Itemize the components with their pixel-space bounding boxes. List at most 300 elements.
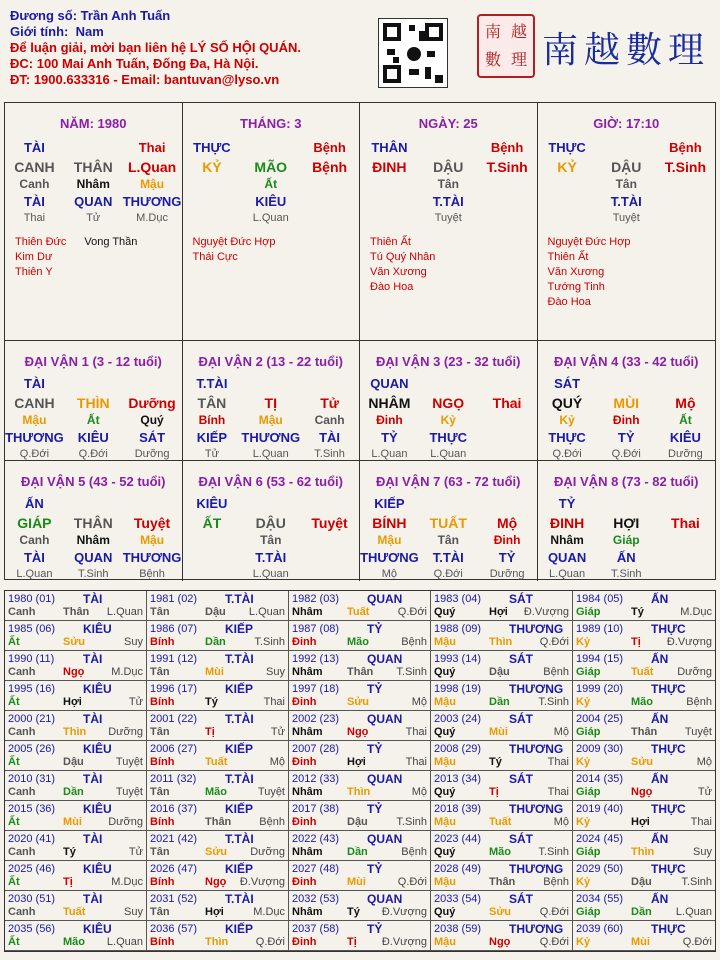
year-ten-god: THỰC [651, 682, 686, 696]
year-label: 2012 (33) [292, 773, 340, 785]
year-branch: Dậu [631, 876, 652, 888]
year-stem: Mậu [434, 936, 456, 948]
hidden-stem-0: Mậu [22, 413, 47, 427]
stem-branch-2: Dưỡng [128, 395, 176, 411]
year-ten-god: T.TÀI [225, 892, 254, 906]
year-label: 2037 (58) [292, 923, 340, 935]
year-branch: Dậu [347, 816, 368, 828]
year-cell [289, 621, 431, 651]
year-cell [573, 591, 715, 621]
year-branch: Thân [63, 606, 90, 618]
year-ten-god: SÁT [509, 892, 533, 906]
year-stage: Đ.Vượng [381, 906, 427, 918]
year-cell [573, 621, 715, 651]
star-good: Thiên Y [15, 266, 53, 278]
year-stage: L.Quan [106, 606, 143, 618]
life-stage-1: T.Sinh [610, 568, 642, 580]
year-stage: L.Quan [675, 906, 712, 918]
year-ten-god: TÀI [83, 772, 103, 786]
year-stage: Bệnh [259, 816, 285, 828]
year-stage: Thai [263, 696, 285, 708]
year-stem: Đinh [292, 876, 317, 888]
life-stage-0: Mộ [381, 568, 398, 580]
ten-god-top-0: TÀI [23, 376, 45, 391]
hidden-god-1: T.TÀI [432, 550, 464, 565]
stem-branch-2: Mộ [496, 515, 518, 531]
year-branch: Hợi [63, 696, 82, 708]
ten-god-top-0: ẤN [25, 496, 44, 511]
year-stage: Tử [270, 726, 285, 738]
year-label: 2021 (42) [150, 833, 198, 845]
year-cell [147, 801, 289, 831]
owner-name: Trần Anh Tuấn [80, 8, 171, 23]
year-stem: Tân [150, 726, 170, 738]
hidden-stem-1: Tân [260, 533, 282, 547]
year-ten-god: TÀI [83, 592, 103, 606]
year-stage: Bệnh [401, 846, 427, 858]
year-cell [5, 681, 147, 711]
year-cell [431, 591, 573, 621]
year-branch: Tý [63, 846, 76, 858]
star-good: Thái Cực [192, 251, 238, 263]
year-branch: Hợi [489, 606, 508, 618]
qr-code-icon [378, 18, 448, 88]
year-stage: Tuyệt [115, 786, 143, 798]
life-stage-1: Tuyệt [434, 212, 462, 224]
life-stage-2 [300, 210, 359, 227]
year-stem: Canh [8, 906, 36, 918]
year-stem: Bính [150, 696, 175, 708]
hidden-stem-1: Tân [437, 533, 459, 547]
year-ten-god: KIẾP [225, 922, 254, 936]
year-stage: Mộ [553, 816, 569, 828]
year-stem: Quý [434, 846, 456, 858]
year-branch: Ngọ [631, 786, 653, 798]
ten-god-top-2: Bệnh [669, 140, 702, 155]
year-stage: Đ.Vượng [666, 636, 712, 648]
life-stage-0 [183, 566, 242, 581]
hidden-stem-2 [478, 176, 537, 193]
year-stem: Tân [150, 846, 170, 858]
year-cell [147, 621, 289, 651]
life-stage-2: T.Sinh [314, 448, 345, 460]
year-ten-god: ẤN [651, 652, 669, 666]
contact-invite: Để luận giải, mời bạn liên hệ LÝ SỐ HỘI QUÁN. [10, 40, 301, 55]
year-label: 1992 (13) [292, 653, 340, 665]
year-cell [573, 681, 715, 711]
hidden-stem-2: Canh [314, 413, 345, 427]
year-label: 2014 (35) [576, 773, 624, 785]
year-cell [573, 771, 715, 801]
chart-header [10, 8, 370, 88]
year-stage: M.Dục [680, 606, 712, 618]
year-stem: Mậu [434, 816, 456, 828]
cell-title: THÁNG: 3 [240, 116, 302, 131]
year-label: 1988 (09) [434, 623, 482, 635]
stem-branch-2: L.Quan [127, 159, 177, 175]
year-ten-god: KIẾP [225, 862, 254, 876]
year-ten-god: KIÊU [83, 862, 112, 876]
year-ten-god: THỰC [651, 742, 686, 756]
year-stage: T.Sinh [538, 846, 569, 858]
year-label: 2003 (24) [434, 713, 482, 725]
hidden-god-1: QUAN [74, 550, 113, 565]
year-branch: Sửu [489, 906, 512, 918]
year-stage: Tuyệt [684, 726, 712, 738]
year-cell [5, 921, 147, 951]
star-good: Tú Quý Nhân [370, 251, 436, 263]
hidden-god-1: THỰC [429, 430, 467, 445]
year-stage: Thai [547, 786, 569, 798]
ten-god-top-0: THỰC [193, 140, 231, 155]
year-label: 2027 (48) [292, 863, 340, 875]
hidden-god-2 [656, 549, 715, 566]
year-branch: Tuất [347, 606, 370, 618]
year-stage: Đ.Vượng [239, 876, 285, 888]
year-label: 2026 (47) [150, 863, 198, 875]
year-stem: Canh [8, 786, 36, 798]
year-label: 1984 (05) [576, 593, 624, 605]
hidden-stem-0 [183, 176, 242, 193]
year-ten-god: KIẾP [225, 802, 254, 816]
year-cell [289, 801, 431, 831]
year-ten-god: KIÊU [83, 922, 112, 936]
year-stage: Thai [690, 816, 712, 828]
pillar-3 [360, 103, 538, 341]
year-stage: T.Sinh [681, 876, 712, 888]
hidden-god-2 [300, 549, 359, 566]
year-stage: Dưỡng [250, 846, 285, 858]
hidden-stem-1: Ất [264, 177, 278, 191]
ten-god-top-2: Bệnh [490, 140, 524, 155]
year-cell [289, 681, 431, 711]
year-ten-god: SÁT [509, 592, 533, 606]
year-cell [289, 891, 431, 921]
year-label: 1997 (18) [292, 683, 340, 695]
star-good: Thiên Đức [15, 236, 67, 248]
hidden-god-1: TỶ [617, 430, 635, 445]
hidden-stem-0: Bính [198, 413, 226, 427]
year-stage: Bệnh [543, 666, 569, 678]
year-stem: Đinh [292, 936, 317, 948]
year-stem: Bính [150, 816, 175, 828]
hidden-stem-2 [478, 412, 537, 429]
year-ten-god: KIÊU [83, 802, 112, 816]
year-cell [147, 891, 289, 921]
star-good: Tướng Tinh [547, 281, 605, 293]
year-label: 1983 (04) [434, 593, 482, 605]
year-branch: Mùi [63, 816, 82, 828]
stem-branch-2: Thai [492, 395, 522, 411]
year-label: 2016 (37) [150, 803, 198, 815]
ten-god-top-0: TỶ [558, 496, 576, 511]
year-branch: Ngọ [489, 936, 511, 948]
hidden-stem-0 [360, 176, 419, 193]
year-label: 1981 (02) [150, 593, 198, 605]
year-label: 1999 (20) [576, 683, 624, 695]
luck-period-2 [183, 341, 361, 461]
hidden-stem-0: Canh [19, 177, 50, 191]
year-cell [573, 831, 715, 861]
hidden-stem-2: Quý [140, 413, 164, 427]
life-stage-1: L.Quan [252, 448, 289, 460]
year-stem: Đinh [292, 816, 317, 828]
year-ten-god: KIÊU [83, 742, 112, 756]
year-cell [431, 651, 573, 681]
year-cell [5, 891, 147, 921]
year-stem: Nhâm [292, 846, 323, 858]
year-cell [5, 651, 147, 681]
year-stage: Suy [124, 636, 143, 648]
year-ten-god: KIÊU [83, 622, 112, 636]
cell-title: ĐẠI VẬN 8 (73 - 82 tuổi) [554, 474, 699, 489]
year-cell [431, 741, 573, 771]
ten-god-top-2 [656, 375, 715, 392]
hidden-god-1: T.TÀI [255, 550, 287, 565]
year-stem: Giáp [576, 906, 601, 918]
year-cell [289, 651, 431, 681]
stem-branch-1: DẬU [433, 159, 464, 175]
year-ten-god: T.TÀI [225, 652, 254, 666]
ten-god-top-2 [300, 495, 359, 512]
contact-phone-email: ĐT: 1900.633316 - Email: bantuvan@lyso.vn [10, 72, 280, 87]
luck-period-3 [360, 341, 538, 461]
year-branch: Hợi [347, 756, 366, 768]
year-stem: Mậu [434, 876, 456, 888]
hidden-god-1: THƯƠNG [241, 430, 301, 445]
year-stage: Dưỡng [108, 726, 143, 738]
year-stem: Mậu [434, 756, 456, 768]
year-branch: Mão [347, 636, 369, 648]
year-branch: Ngọ [347, 726, 369, 738]
cell-title: GIỜ: 17:10 [593, 116, 660, 131]
ten-god-top-2 [123, 495, 182, 512]
life-stage-1: Tử [86, 212, 101, 224]
year-stem: Bính [150, 756, 175, 768]
year-stage: Đ.Vượng [523, 606, 569, 618]
year-ten-god: TỶ [367, 802, 383, 816]
year-branch: Mão [205, 786, 227, 798]
life-stage-2: Dưỡng [489, 568, 525, 580]
year-stem: Canh [8, 666, 36, 678]
year-branch: Ngọ [63, 666, 85, 678]
hidden-stem-2: Mậu [140, 177, 165, 191]
year-cell [147, 681, 289, 711]
year-ten-god: THƯƠNG [509, 622, 564, 636]
year-stage: T.Sinh [538, 696, 569, 708]
year-branch: Tị [631, 636, 641, 648]
year-label: 1995 (16) [8, 683, 56, 695]
year-label: 2010 (31) [8, 773, 56, 785]
year-stage: Q.Đới [539, 936, 569, 948]
ten-god-top-2 [123, 375, 182, 392]
year-cell [573, 651, 715, 681]
life-stage-2 [478, 446, 537, 461]
stem-branch-1: TỊ [264, 395, 277, 411]
ten-god-top-1 [597, 495, 656, 512]
life-stage-0: L.Quan [371, 448, 408, 460]
year-label: 2028 (49) [434, 863, 482, 875]
year-cell [147, 771, 289, 801]
year-ten-god: THƯƠNG [509, 742, 564, 756]
ten-god-top-2 [478, 375, 537, 392]
hidden-god-0 [538, 193, 597, 210]
year-cell [431, 921, 573, 951]
stem-branch-2: Mộ [675, 395, 696, 411]
year-stage: Q.Đới [255, 936, 285, 948]
year-stem: Tân [150, 906, 170, 918]
year-label: 2006 (27) [150, 743, 198, 755]
stem-branch-1: THÂN [73, 159, 113, 175]
year-branch: Tị [489, 786, 499, 798]
cell-title: NĂM: 1980 [60, 116, 127, 131]
hidden-stem-1: Kỷ [440, 413, 456, 427]
stem-branch-1: DẬU [255, 515, 286, 531]
cell-title: NGÀY: 25 [418, 116, 478, 131]
year-ten-god: THỰC [651, 802, 686, 816]
year-label: 2001 (22) [150, 713, 198, 725]
year-ten-god: SÁT [509, 712, 533, 726]
ten-god-top-0: THỰC [548, 140, 586, 155]
year-label: 2036 (57) [150, 923, 198, 935]
year-branch: Thân [347, 666, 374, 678]
owner-label: Đương số: [10, 8, 78, 23]
ten-god-top-0: KIÊU [196, 496, 228, 511]
year-cell [431, 621, 573, 651]
year-stage: Mộ [553, 726, 569, 738]
ten-god-top-2: Thai [138, 140, 166, 155]
brand-logo: 南越數理 [542, 30, 711, 71]
year-branch: Dần [63, 786, 84, 798]
year-stem: Quý [434, 786, 456, 798]
year-branch: Sửu [347, 696, 370, 708]
year-stem: Ất [8, 936, 20, 948]
hidden-god-0: TÀI [23, 194, 45, 209]
year-label: 2002 (23) [292, 713, 340, 725]
year-label: 2039 (60) [576, 923, 624, 935]
hidden-god-1: QUAN [74, 194, 113, 209]
stem-branch-0: ĐINH [549, 515, 585, 531]
year-stem: Kỷ [576, 696, 591, 708]
year-ten-god: TÀI [83, 712, 103, 726]
year-label: 2018 (39) [434, 803, 482, 815]
year-branch: Sửu [631, 756, 654, 768]
year-stem: Giáp [576, 666, 601, 678]
year-ten-god: QUAN [367, 652, 403, 666]
cell-title: ĐẠI VẬN 1 (3 - 12 tuổi) [24, 354, 162, 369]
year-ten-god: KIÊU [83, 682, 112, 696]
year-branch: Tuất [205, 756, 228, 768]
hidden-god-0 [183, 193, 242, 210]
year-cell [147, 831, 289, 861]
hidden-stem-1: Ất [86, 413, 100, 427]
year-stem: Đinh [292, 756, 317, 768]
year-stem: Tân [150, 786, 170, 798]
year-cell [289, 591, 431, 621]
year-cell [5, 621, 147, 651]
year-stem: Mậu [434, 636, 456, 648]
year-label: 2038 (59) [434, 923, 482, 935]
year-ten-god: ẤN [651, 772, 669, 786]
year-label: 2023 (44) [434, 833, 482, 845]
life-stage-0: L.Quan [549, 568, 586, 580]
year-cell [147, 591, 289, 621]
ten-god-top-1 [597, 139, 656, 156]
stem-branch-0: ĐINH [372, 159, 407, 175]
year-cell [289, 741, 431, 771]
hidden-god-0: THỰC [548, 430, 586, 445]
life-stage-1: Tuyệt [612, 212, 640, 224]
year-ten-god: SÁT [509, 652, 533, 666]
seal-stamp-icon: 南 越 數 理 [477, 14, 535, 78]
year-ten-god: TỶ [367, 622, 383, 636]
luck-period-7 [360, 461, 538, 581]
year-label: 1994 (15) [576, 653, 624, 665]
life-stage-1: T.Sinh [77, 568, 109, 580]
ten-god-top-1 [419, 375, 478, 392]
year-label: 1985 (06) [8, 623, 56, 635]
year-branch: Tị [205, 726, 215, 738]
year-label: 2025 (46) [8, 863, 56, 875]
ten-god-top-2: Bệnh [313, 140, 346, 155]
hidden-god-2: SÁT [139, 430, 166, 445]
year-cell [573, 711, 715, 741]
year-stage: M.Dục [253, 906, 285, 918]
year-ten-god: ẤN [651, 832, 669, 846]
year-branch: Tuất [63, 906, 86, 918]
year-stage: Mộ [411, 786, 427, 798]
year-cell [147, 861, 289, 891]
hidden-stem-1: Tân [437, 177, 459, 191]
year-ten-god: TÀI [83, 892, 103, 906]
hidden-god-0: TÀI [23, 550, 45, 565]
luck-period-4 [538, 341, 716, 461]
life-stage-2: Dưỡng [668, 448, 703, 460]
year-stage: Bệnh [543, 876, 569, 888]
ten-god-top-0: T.TÀI [196, 376, 228, 391]
year-branch: Tý [489, 756, 502, 768]
stem-branch-0: CANH [14, 159, 55, 175]
year-stem: Đinh [292, 636, 317, 648]
life-stage-2 [478, 210, 537, 227]
life-stage-0: Thai [23, 212, 46, 224]
year-ten-god: T.TÀI [225, 592, 254, 606]
year-stem: Giáp [576, 606, 601, 618]
year-cell [431, 861, 573, 891]
year-ten-god: THỰC [651, 922, 686, 936]
hidden-stem-1: Mậu [258, 413, 283, 427]
year-cell [147, 741, 289, 771]
year-branch: Thân [631, 726, 658, 738]
year-cell [573, 921, 715, 951]
year-stem: Bính [150, 936, 175, 948]
hidden-stem-2 [300, 176, 359, 193]
year-label: 1986 (07) [150, 623, 198, 635]
year-label: 1996 (17) [150, 683, 198, 695]
year-stage: Tuyệt [115, 756, 143, 768]
year-ten-god: QUAN [367, 892, 403, 906]
year-ten-god: TỶ [367, 742, 383, 756]
year-ten-god: T.TÀI [225, 832, 254, 846]
hidden-god-0: THƯƠNG [5, 430, 64, 445]
hidden-god-2 [656, 193, 715, 210]
hidden-stem-2 [656, 176, 715, 193]
year-label: 2005 (26) [8, 743, 56, 755]
stem-branch-0: QUÝ [551, 395, 583, 411]
ten-god-top-0: TÀI [23, 140, 45, 155]
year-label: 2019 (40) [576, 803, 624, 815]
star-good: Đào Hoa [370, 281, 414, 293]
